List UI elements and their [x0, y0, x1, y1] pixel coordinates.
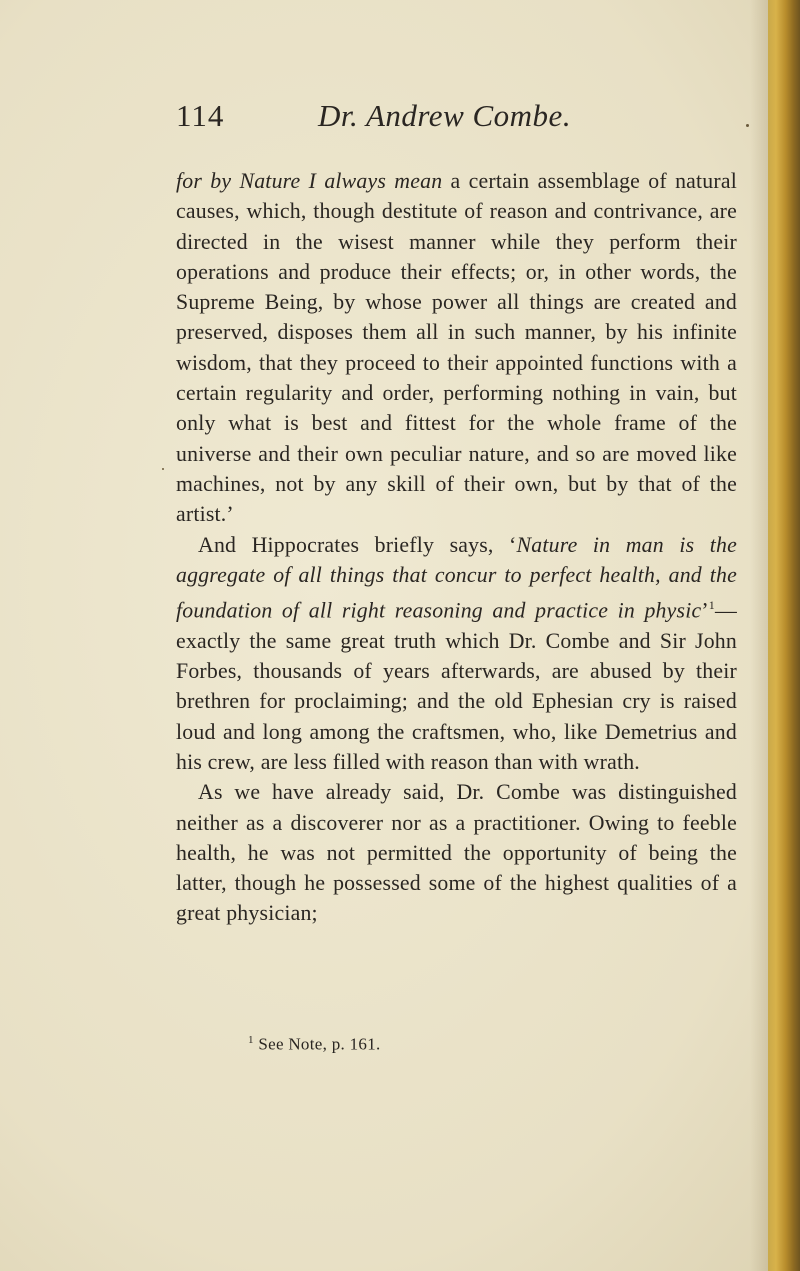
- footnote-text: See Note, p. 161.: [253, 1034, 381, 1054]
- paragraph-2: [176, 530, 737, 778]
- page-number: 114: [176, 98, 225, 133]
- quote-close: ’: [701, 598, 709, 623]
- paragraph-2-text: —exactly the same great truth which Dr. Combe and Sir John Forbes, thousands of years afterwards, are abused by their brethren for proclaiming; and the old Ephesian cry is raised loud and long among the craftsmen, who, like Demetrius and his crew, are less filled with reason than with wrath.: [176, 598, 737, 774]
- footnote-reference: 1: [708, 598, 715, 613]
- gilt-page-edge: [768, 0, 800, 1271]
- hippocrates-quote: Nature in man is the aggregate of all things that concur to perfect health, and the foundation of all right reasoning and practice in physic: [176, 532, 737, 623]
- paper-speck: [746, 124, 749, 127]
- paper-speck: [162, 468, 164, 470]
- footnote-marker: 1: [248, 1034, 254, 1046]
- paragraph-2-lead: And Hippocrates briefly says, ‘: [198, 532, 517, 557]
- paragraph-3-text: As we have already said, Dr. Combe was distinguished neither as a discoverer nor as a practitioner. Owing to feeble health, he was not permitted the opportunity of being the latter, though he possessed some of the highest qualities of a great physician;: [176, 780, 737, 926]
- page-header: [176, 98, 736, 152]
- footnote: [248, 1034, 381, 1055]
- paragraph-3: [176, 777, 737, 928]
- running-title: Dr. Andrew Combe.: [318, 98, 572, 133]
- italic-phrase: for by Nature I always mean: [176, 169, 443, 193]
- body-text: [176, 166, 737, 929]
- paragraph-1-text: a certain assemblage of natural causes, which, though destitute of reason and contrivance, are directed in the wisest manner while they perform their operations and produce their effects; or, in other words, the Supreme Being, by whose power all things are created and preserved, disposes them all in such manner, by his infinite wisdom, that they proceed to their appointed functions with a certain regularity and order, performing nothing in vain, but only what is best and fittest for the whole frame of the universe and their own peculiar nature, and so are moved like machines, not by any skill of their own, but by that of the artist.’: [176, 169, 737, 527]
- page-gutter-shadow: [750, 0, 768, 1271]
- paragraph-1: [176, 166, 737, 530]
